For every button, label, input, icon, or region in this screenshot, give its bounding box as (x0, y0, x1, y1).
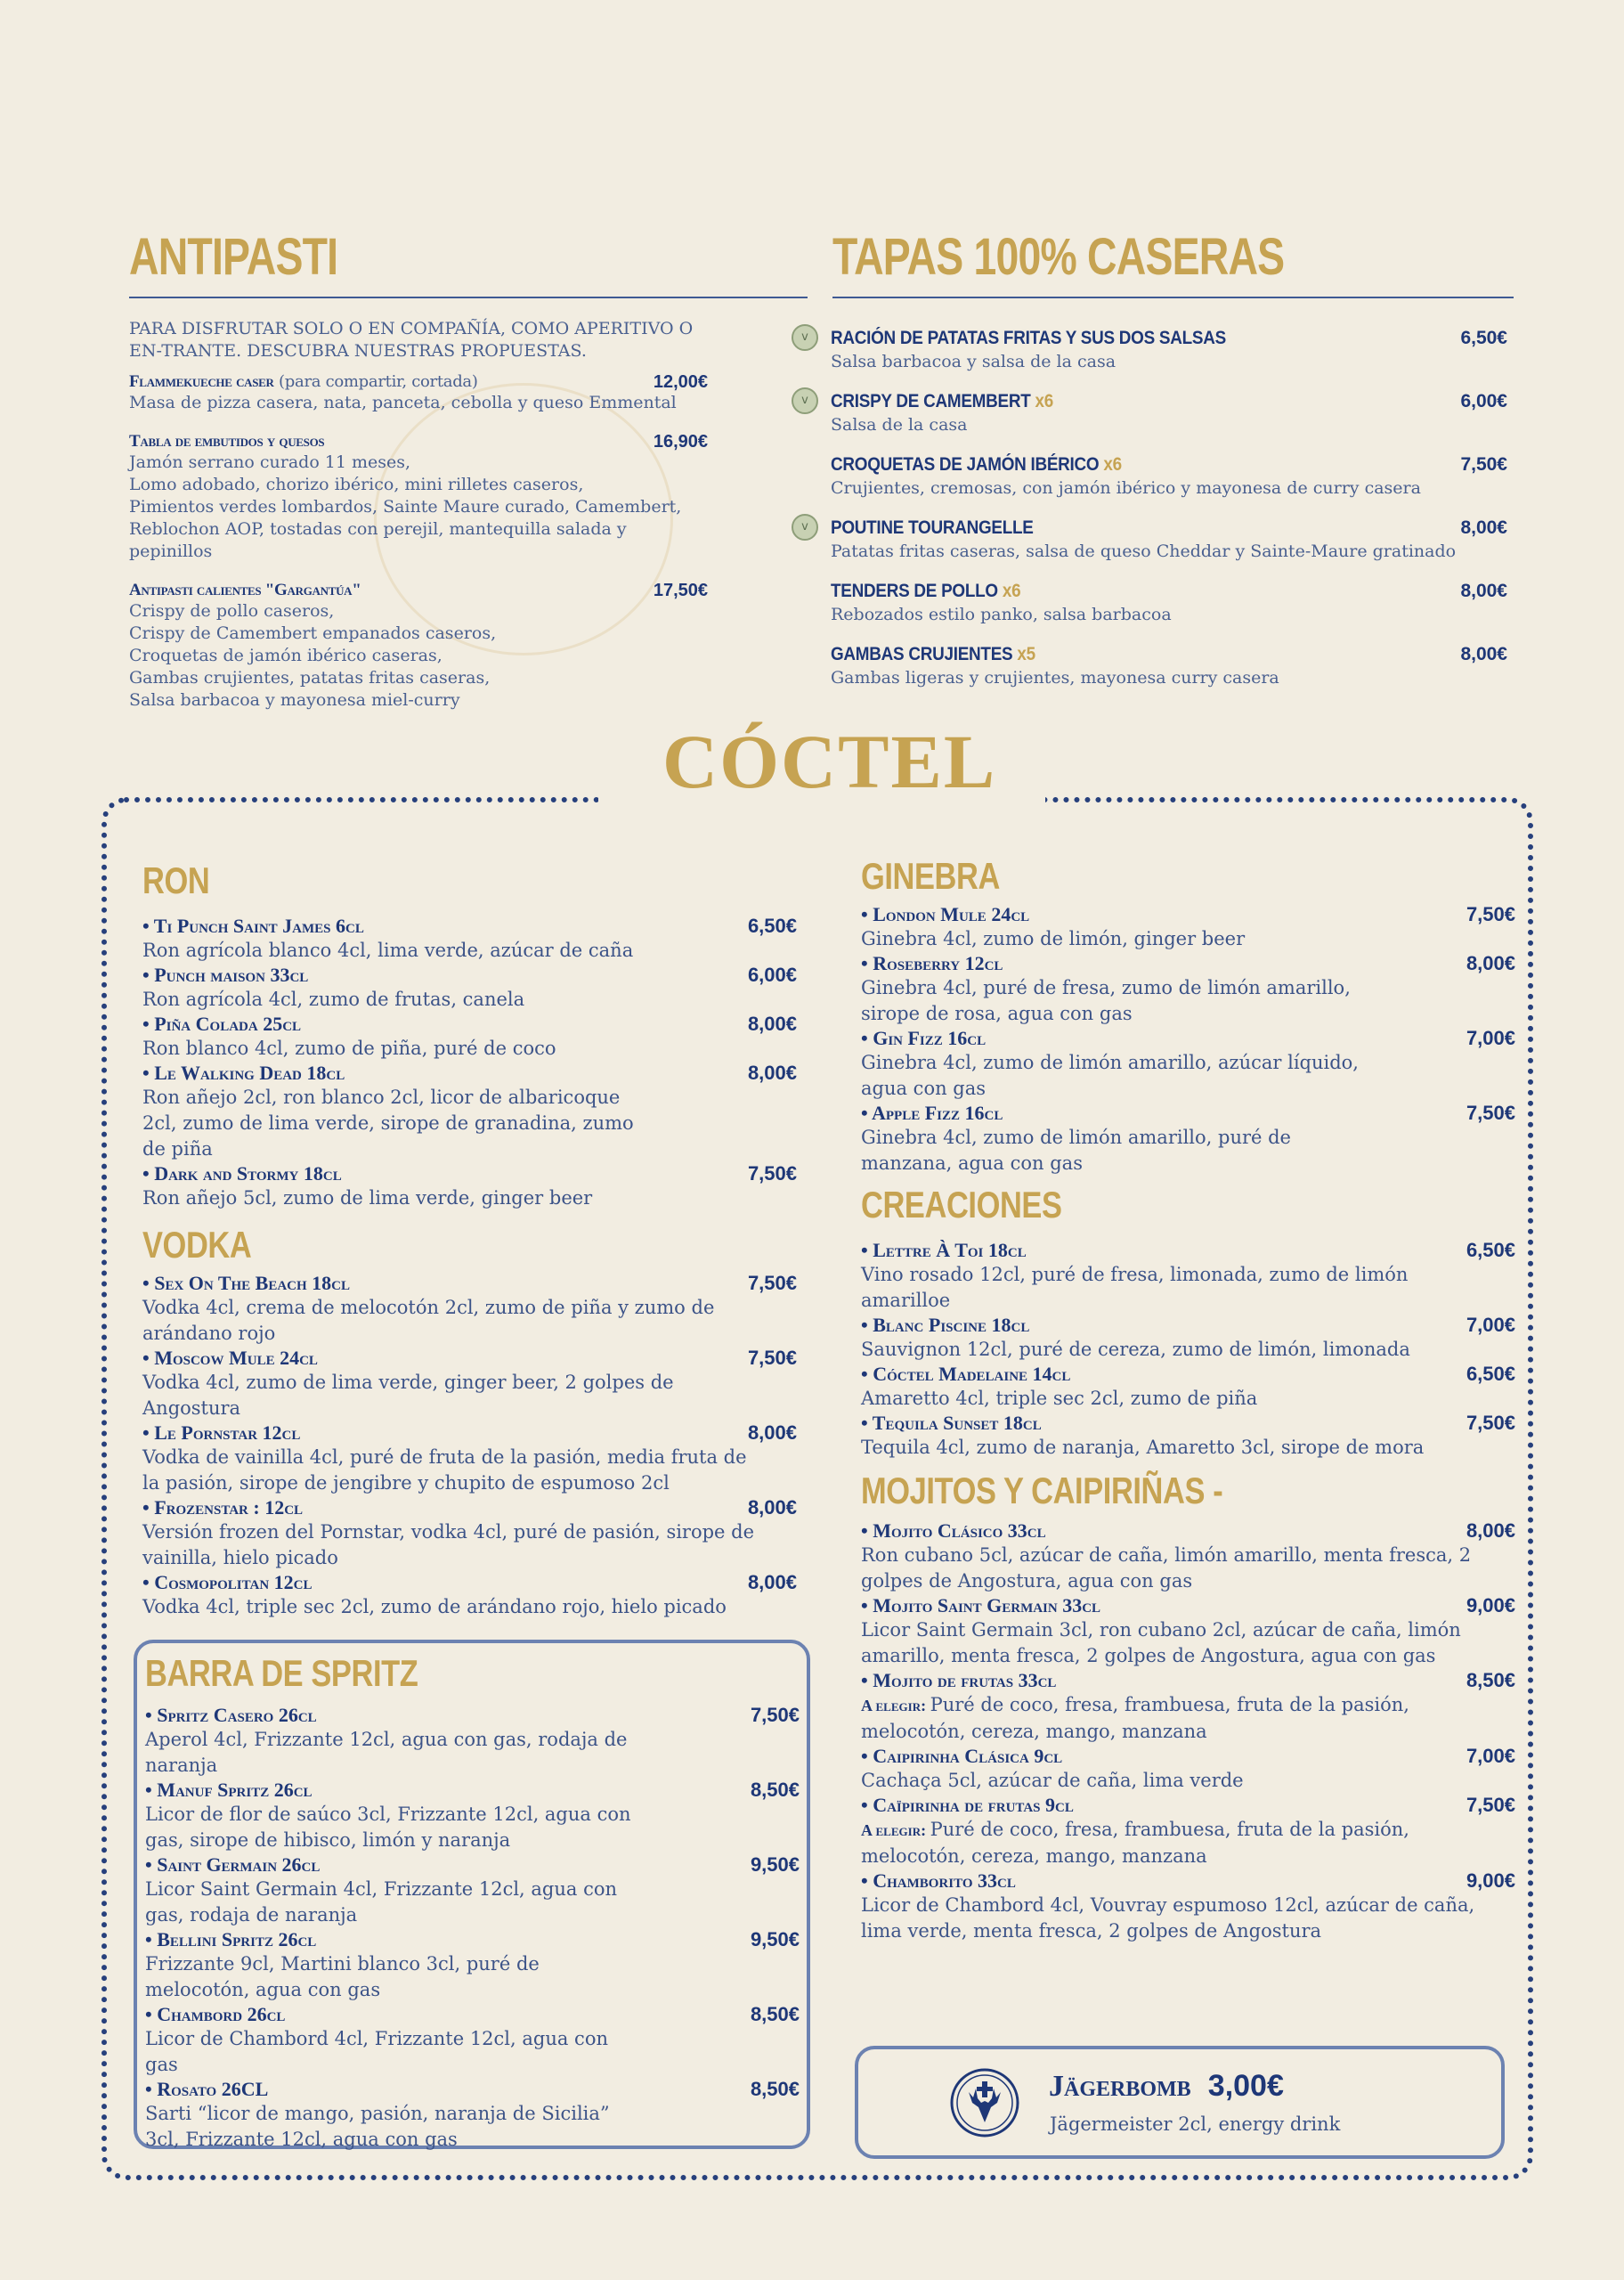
drink-item (142, 1421, 797, 1496)
drink-desc (145, 1877, 644, 1928)
drink-desc-text: Cachaça 5cl, azúcar de caña, lima verde (861, 1770, 1244, 1791)
drink-desc (861, 1768, 1493, 1794)
drink-desc-text: Licor de Chambord 4cl, Vouvray espumoso 12cl, azúcar de caña, lima verde, menta fresca, 2 golpes de Angostura (861, 1894, 1475, 1942)
antipasti-item-price: 12,00€ (653, 372, 708, 392)
antipasti-item (129, 581, 708, 712)
drink-price: 8,00€ (1466, 952, 1515, 974)
drink-choice-label: A elegir: (861, 1697, 930, 1714)
drink-desc (861, 1617, 1493, 1669)
drink-item (861, 1594, 1515, 1669)
drink-name: • Mojito Saint Germain 33cl (861, 1594, 1101, 1616)
jager-heading (1049, 2069, 1284, 2104)
tapa-item (831, 454, 1507, 500)
drink-desc-text: Vino rosado 12cl, puré de fresa, limonada, zumo de limón amarilloe (861, 1264, 1409, 1311)
drink-desc (142, 1185, 641, 1211)
tapa-item-price: 7,50€ (1460, 454, 1507, 475)
tapa-item-price: 8,00€ (1460, 517, 1507, 538)
tapa-item-price: 6,50€ (1460, 328, 1507, 348)
drink-desc-text: Sauvignon 12cl, puré de cereza, zumo de limón, limonada (861, 1339, 1410, 1360)
drink-desc-text: Vodka 4cl, crema de melocotón 2cl, zumo de piña y zumo de arándano rojo (142, 1297, 715, 1344)
tapa-item-qty: x6 (997, 581, 1021, 601)
tapa-item (831, 644, 1507, 689)
drink-desc-text: Vodka 4cl, zumo de lima verde, ginger beer, 2 golpes de Angostura (142, 1372, 674, 1419)
antipasti-intro: PARA DISFRUTAR SOLO O EN COMPAÑÍA, COMO APERITIVO O EN-TRANTE. DESCUBRA NUESTRAS PROPUESTAS. (129, 319, 694, 361)
ron-list (142, 915, 797, 1211)
antipasti-item-desc: Jamón serrano curado 11 meses, Lomo adobado, chorizo ibérico, mini rilletes caseros, Pimientos verdes lombardos, Sainte Maure curado, Camembert, Reblochon AOP, tostadas con perejil, mantequilla salada y pepinillos (129, 452, 682, 561)
drink-name: • Chamborito 33cl (861, 1869, 1016, 1892)
drink-item (145, 1779, 800, 1853)
drink-desc-text: Frizzante 9cl, Martini blanco 3cl, puré de melocotón, agua con gas (145, 1953, 540, 2000)
creaciones-title: CREACIONES (861, 1184, 1062, 1226)
antipasti-item (129, 432, 708, 563)
veggie-icon: v (792, 514, 818, 541)
drink-price: 8,50€ (1466, 1669, 1515, 1691)
tapa-item-name (831, 517, 1440, 539)
drink-desc (861, 1050, 1377, 1102)
drink-price: 7,50€ (750, 1704, 800, 1726)
drink-item (142, 1496, 797, 1571)
drink-price: 8,00€ (747, 1571, 797, 1593)
drink-desc-text: Ron añejo 5cl, zumo de lima verde, ginger beer (142, 1187, 593, 1209)
veggie-icon: v (792, 387, 818, 414)
antipasti-item-label: Flammekueche caser (129, 372, 274, 391)
tapas-title: TAPAS 100% CASERAS (832, 228, 1285, 286)
drink-desc-text: Versión frozen del Pornstar, vodka 4cl, puré de pasión, sirope de vainilla, hielo picado (142, 1521, 755, 1568)
spritz-title: BARRA DE SPRITZ (145, 1652, 418, 1694)
drink-item (142, 1013, 797, 1062)
drink-desc (142, 1085, 641, 1162)
drink-desc-text: Ron agrícola 4cl, zumo de frutas, canela (142, 989, 525, 1010)
jager-name: Jägerbomb (1049, 2070, 1191, 2103)
tapa-item-label: CROQUETAS DE JAMÓN IBÉRICO (831, 454, 1100, 475)
drink-price: 8,00€ (1466, 1519, 1515, 1542)
drink-desc-text: Licor de Chambord 4cl, Frizzante 12cl, agua con gas (145, 2028, 608, 2075)
drink-item (861, 1027, 1515, 1102)
antipasti-item-label: Tabla de embutidos y quesos (129, 432, 325, 451)
drink-desc (861, 975, 1377, 1027)
drink-name: • Rosato 26CL (145, 2078, 269, 2100)
drink-item (861, 952, 1515, 1027)
drink-item (142, 1162, 797, 1211)
tapa-item-name (831, 581, 1440, 602)
drink-desc (142, 1036, 641, 1062)
drink-item (861, 1669, 1515, 1745)
antipasti-item-note: (para compartir, cortada) (273, 372, 478, 391)
drink-item (145, 1853, 800, 1928)
drink-name: • Piña Colada 25cl (142, 1013, 302, 1035)
drink-name: • Roseberry 12cl (861, 952, 1003, 974)
drink-desc (142, 1445, 757, 1496)
drink-desc-text: Vodka 4cl, triple sec 2cl, zumo de arándano rojo, hielo picado (142, 1596, 727, 1617)
drink-desc (142, 987, 641, 1013)
drink-name: • Chambord 26cl (145, 2003, 286, 2025)
drink-price: 7,00€ (1466, 1027, 1515, 1049)
veggie-icon: v (792, 324, 818, 351)
drink-price: 8,00€ (747, 1496, 797, 1519)
drink-name: • Cóctel Madelaine 14cl (861, 1363, 1071, 1385)
antipasti-item-name (129, 372, 708, 392)
tapa-item-label: GAMBAS CRUJIENTES (831, 644, 1013, 664)
drink-desc-text: Ron cubano 5cl, azúcar de caña, limón amarillo, menta fresca, 2 golpes de Angostura, agua con gas (861, 1544, 1472, 1592)
tapa-item-label: POUTINE TOURANGELLE (831, 517, 1034, 538)
tapa-item-desc: Crujientes, cremosas, con jamón ibérico y mayonesa de curry casera (831, 478, 1421, 498)
drink-price: 6,00€ (747, 964, 797, 986)
drink-name: • Ti Punch Saint James 6cl (142, 915, 364, 937)
drink-desc (142, 1594, 757, 1620)
tapa-item-desc: Salsa de la casa (831, 415, 968, 435)
tapa-item (801, 391, 1507, 436)
antipasti-item-price: 17,50€ (653, 581, 708, 600)
drink-desc (861, 1817, 1493, 1869)
drink-price: 9,50€ (750, 1853, 800, 1876)
drink-price: 9,00€ (1466, 1869, 1515, 1892)
tapa-item-desc: Rebozados estilo panko, salsa barbacoa (831, 605, 1172, 624)
drink-desc (861, 1543, 1493, 1594)
drink-name: • Moscow Mule 24cl (142, 1347, 318, 1369)
drink-item (145, 2078, 800, 2153)
drink-desc-text: Ron agrícola blanco 4cl, lima verde, azúcar de caña (142, 940, 634, 961)
antipasti-rule (129, 297, 808, 298)
drink-desc-text: Licor Saint Germain 4cl, Frizzante 12cl, agua con gas, rodaja de naranja (145, 1878, 618, 1926)
drink-price: 6,50€ (1466, 1239, 1515, 1261)
drink-name: • Mojito Clásico 33cl (861, 1519, 1046, 1542)
drink-desc (142, 1295, 757, 1347)
drink-item (861, 1745, 1515, 1794)
drink-item (861, 1519, 1515, 1594)
drink-price: 8,00€ (747, 1421, 797, 1444)
tapa-item-label: TENDERS DE POLLO (831, 581, 998, 601)
drink-name: • Blanc Piscine 18cl (861, 1314, 1030, 1336)
drink-desc (145, 1802, 644, 1853)
antipasti-item-label: Antipasti calientes "Gargantúa" (129, 581, 361, 599)
drink-desc (861, 1337, 1431, 1363)
vodka-title: VODKA (142, 1224, 252, 1266)
drink-price: 8,00€ (747, 1013, 797, 1035)
drink-price: 6,50€ (1466, 1363, 1515, 1385)
drink-desc-text: Sarti “licor de mango, pasión, naranja de Sicilia” 3cl, Frizzante 12cl, agua con gas (145, 2103, 610, 2150)
antipasti-item-desc: Crispy de pollo caseros, Crispy de Camembert empanados caseros, Croquetas de jamón ibérico caseras, Gambas crujientes, patatas fritas caseras, Salsa barbacoa y mayonesa miel-curry (129, 601, 497, 710)
drink-item (142, 1062, 797, 1162)
tapa-item-label: RACIÓN DE PATATAS FRITAS Y SUS DOS SALSAS (831, 328, 1226, 348)
drink-item (861, 1412, 1515, 1461)
drink-desc-text: Puré de coco, fresa, frambuesa, fruta de la pasión, melocotón, cereza, mango, manzana (861, 1694, 1409, 1742)
drink-item (861, 1239, 1515, 1314)
drink-name: • Le Pornstar 12cl (142, 1421, 301, 1444)
antipasti-item-name (129, 581, 708, 600)
drink-name: • Cosmopolitan 12cl (142, 1571, 313, 1593)
drink-name: • Mojito de frutas 33cl (861, 1669, 1057, 1691)
tapa-item (801, 328, 1507, 373)
tapa-item (801, 517, 1507, 563)
ron-title: RON (142, 859, 210, 901)
drink-item (145, 1704, 800, 1779)
tapa-item-name (831, 328, 1440, 349)
drink-item (861, 1363, 1515, 1412)
drink-choice-label: A elegir: (861, 1821, 930, 1839)
drink-item (142, 915, 797, 964)
ginebra-title: GINEBRA (861, 855, 1000, 897)
drink-price: 7,00€ (1466, 1314, 1515, 1336)
ron-section (142, 859, 797, 1620)
ginebra-list (861, 903, 1515, 1177)
antipasti-item-desc: Masa de pizza casera, nata, panceta, cebolla y queso Emmental (129, 393, 677, 412)
jager-desc: Jägermeister 2cl, energy drink (1050, 2113, 1341, 2135)
drink-name: • Frozenstar : 12cl (142, 1496, 304, 1519)
tapa-item-qty: x5 (1012, 644, 1035, 664)
drink-desc-text: Aperol 4cl, Frizzante 12cl, agua con gas, rodaja de naranja (145, 1729, 628, 1776)
drink-desc-text: Amaretto 4cl, triple sec 2cl, zumo de piña (861, 1388, 1258, 1409)
drink-price: 8,50€ (750, 1779, 800, 1801)
drink-item (145, 2003, 800, 2078)
drink-item (142, 964, 797, 1013)
drink-name: • London Mule 24cl (861, 903, 1030, 925)
tapa-item-price: 8,00€ (1460, 644, 1507, 664)
drink-price: 7,00€ (1466, 1745, 1515, 1767)
drink-item (861, 1794, 1515, 1869)
drink-desc (861, 926, 1377, 952)
drink-desc (145, 2026, 644, 2078)
drink-desc-text: Ron añejo 2cl, ron blanco 2cl, licor de albaricoque 2cl, zumo de lima verde, sirope de granadina, zumo de piña (142, 1087, 634, 1160)
tapas-rule (832, 297, 1514, 298)
drink-name: • Spritz Casero 26cl (145, 1704, 317, 1726)
tapa-item-price: 8,00€ (1460, 581, 1507, 601)
tapa-item-desc: Patatas fritas caseras, salsa de queso Cheddar y Sainte-Maure gratinado (831, 542, 1457, 561)
drink-name: • Bellini Spritz 26cl (145, 1928, 317, 1950)
tapa-item-price: 6,00€ (1460, 391, 1507, 411)
drink-desc (861, 1435, 1431, 1461)
drink-name: • Sex On The Beach 18cl (142, 1272, 351, 1294)
drink-desc-text: Ginebra 4cl, zumo de limón amarillo, azúcar líquido, agua con gas (861, 1052, 1359, 1099)
tapa-item-label: CRISPY DE CAMEMBERT (831, 391, 1031, 411)
drink-desc-text: Ron blanco 4cl, zumo de piña, puré de coco (142, 1038, 556, 1059)
jager-box (855, 2046, 1505, 2159)
drink-desc (861, 1386, 1431, 1412)
drink-price: 7,50€ (1466, 1102, 1515, 1124)
tapa-item-name (831, 391, 1440, 412)
drink-desc (861, 1262, 1431, 1314)
creaciones-list (861, 1239, 1515, 1461)
drink-item (145, 1928, 800, 2003)
antipasti-title: ANTIPASTI (129, 228, 338, 286)
drink-name: • Le Walking Dead 18cl (142, 1062, 345, 1084)
drink-name: • Manuf Spritz 26cl (145, 1779, 313, 1801)
tapa-item-qty: x6 (1030, 391, 1053, 411)
vodka-list (142, 1272, 797, 1620)
drink-desc-text: Ginebra 4cl, puré de fresa, zumo de limón amarillo, sirope de rosa, agua con gas (861, 977, 1351, 1024)
spritz-list (145, 1704, 800, 2153)
drink-item (861, 1102, 1515, 1177)
drink-name: • Tequila Sunset 18cl (861, 1412, 1042, 1434)
drink-item (861, 903, 1515, 952)
drink-name: • Caipirinha Clásica 9cl (861, 1745, 1063, 1767)
mojitos-title: MOJITOS Y CAIPIRIÑAS - (861, 1470, 1223, 1511)
drink-price: 7,50€ (1466, 1412, 1515, 1434)
drink-price: 7,50€ (1466, 903, 1515, 925)
drink-price: 8,00€ (747, 1062, 797, 1084)
drink-name: • Dark and Stormy 18cl (142, 1162, 342, 1185)
drink-desc-text: Tequila 4cl, zumo de naranja, Amaretto 3cl, sirope de mora (861, 1437, 1425, 1458)
drink-name: • Punch maison 33cl (142, 964, 309, 986)
drink-name: • Apple Fizz 16cl (861, 1102, 1003, 1124)
drink-item (142, 1571, 797, 1620)
tapa-item-qty: x6 (1099, 454, 1122, 475)
drink-desc-text: Ginebra 4cl, zumo de limón, ginger beer (861, 928, 1246, 949)
drink-price: 9,00€ (1466, 1594, 1515, 1616)
antipasti-item (129, 372, 708, 414)
drink-item (861, 1314, 1515, 1363)
mojitos-list (861, 1519, 1515, 1944)
ginebra-section (861, 855, 1515, 1944)
drink-desc (142, 1370, 757, 1421)
drink-desc (145, 1951, 644, 2003)
jager-price: 3,00€ (1207, 2069, 1284, 2103)
stag-logo-icon (949, 2067, 1020, 2138)
spritz-section (145, 1652, 800, 2153)
drink-desc (142, 1519, 757, 1571)
drink-desc-text: Ginebra 4cl, zumo de limón amarillo, puré de manzana, agua con gas (861, 1127, 1291, 1174)
drink-price: 7,50€ (747, 1162, 797, 1185)
tapa-item-desc: Salsa barbacoa y salsa de la casa (831, 352, 1116, 371)
tapas-list (801, 328, 1507, 689)
drink-name: • Lettre À Toi 18cl (861, 1239, 1027, 1261)
drink-price: 8,50€ (750, 2003, 800, 2025)
drink-desc-text: Vodka de vainilla 4cl, puré de fruta de la pasión, media fruta de la pasión, sirope de jengibre y chupito de espumoso 2cl (142, 1446, 747, 1494)
drink-price: 7,50€ (747, 1272, 797, 1294)
drink-price: 8,50€ (750, 2078, 800, 2100)
antipasti-item-name (129, 432, 708, 452)
drink-price: 7,50€ (1466, 1794, 1515, 1816)
tapa-item (831, 581, 1507, 626)
drink-desc (145, 2101, 644, 2153)
drink-price: 9,50€ (750, 1928, 800, 1950)
drink-item (861, 1869, 1515, 1944)
drink-desc (861, 1893, 1493, 1944)
antipasti-item-price: 16,90€ (653, 432, 708, 452)
drink-price: 7,50€ (747, 1347, 797, 1369)
drink-desc (142, 938, 641, 964)
drink-name: • Saint Germain 26cl (145, 1853, 321, 1876)
antipasti-list (129, 372, 708, 712)
tapa-item-name (831, 644, 1440, 665)
drink-desc-text: Licor de flor de saúco 3cl, Frizzante 12cl, agua con gas, sirope de hibisco, limón y naranja (145, 1804, 631, 1851)
coctel-title: CÓCTEL (662, 719, 997, 804)
drink-desc-text: Puré de coco, fresa, frambuesa, fruta de la pasión, melocotón, cereza, mango, manzana (861, 1819, 1409, 1867)
drink-name: • Gin Fizz 16cl (861, 1027, 987, 1049)
drink-price: 6,50€ (747, 915, 797, 937)
drink-desc (861, 1692, 1493, 1745)
tapa-item-desc: Gambas ligeras y crujientes, mayonesa curry casera (831, 668, 1279, 688)
drink-name: • Caïpirinha de frutas 9cl (861, 1794, 1074, 1816)
drink-item (142, 1272, 797, 1347)
drink-desc (861, 1125, 1377, 1177)
drink-desc-text: Licor Saint Germain 3cl, ron cubano 2cl, azúcar de caña, limón amarillo, menta fresca, 2 golpes de Angostura, agua con gas (861, 1619, 1461, 1666)
drink-desc (145, 1727, 644, 1779)
drink-item (142, 1347, 797, 1421)
tapa-item-name (831, 454, 1440, 476)
